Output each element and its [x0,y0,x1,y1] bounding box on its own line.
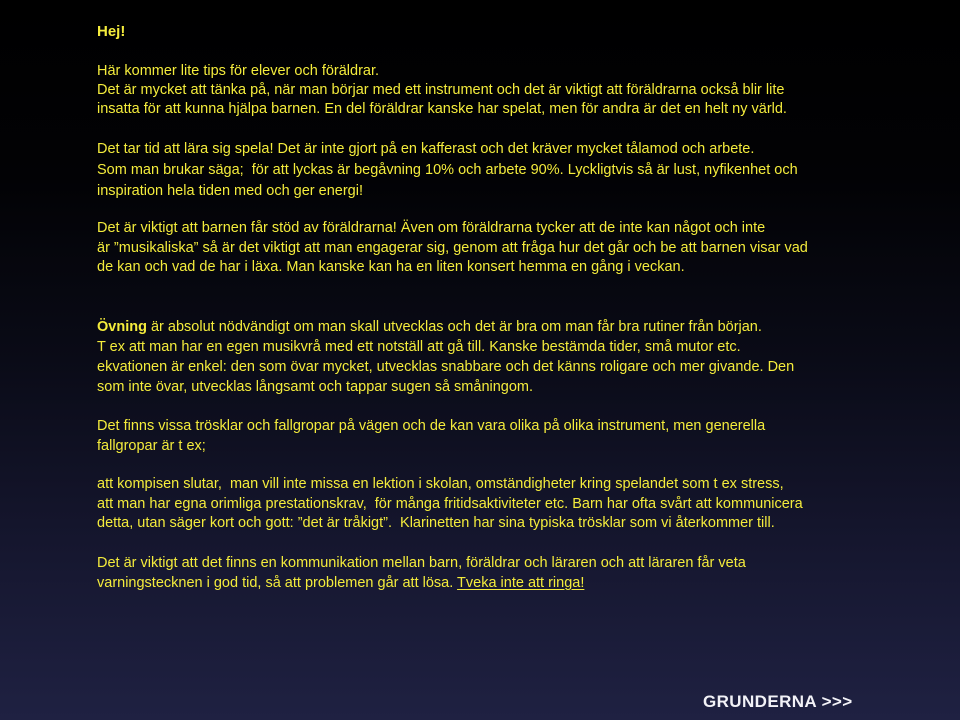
greeting-heading: Hej! [97,23,126,40]
patience-paragraph [97,139,798,202]
intro-paragraph [97,62,787,119]
text-line: ekvationen är enkel: den som övar mycket, utvecklas snabbare och det känns roligare och mer givande. Den [97,359,795,375]
communication-paragraph [97,553,746,593]
text-line: att kompisen slutar, man vill inte missa en lektion i skolan, omständigheter kring spelandet som t ex stress, [97,476,784,492]
text-line: att man har egna orimliga prestationskrav, för många fritidsaktiviteter etc. Barn har ofta svårt att kommunicera [97,495,803,512]
text-line: som inte övar, utvecklas långsamt och tappar sugen så småningom. [97,379,534,395]
call-us-link[interactable]: Tveka inte att ringa! [457,575,585,591]
text-line: Det tar tid att lära sig spela! Det är inte gjort på en kafferast och det kräver mycket tålamod och arbete. [97,141,755,157]
text-line: Här kommer lite tips för elever och föräldrar. [97,63,380,79]
text-line: Det är mycket att tänka på, när man börjar med ett instrument och det är viktigt att föräldrarna också blir lite [97,82,785,98]
text-segment: varningstecknen i god tid, så att problemen går att lösa. [97,575,458,591]
text-line: Det är viktigt att barnen får stöd av föräldrarna! Även om föräldrarna tycker att de inte kan något och inte [97,220,766,236]
next-slide-link[interactable]: GRUNDERNA >>> [703,692,853,711]
text-line: de kan och vad de har i läxa. Man kanske kan ha en liten konsert hemma en gång i veckan. [97,259,685,275]
text-line [97,573,746,593]
text-line: inspiration hela tiden med och ger energi! [97,183,363,199]
text-line: Det är viktigt att det finns en kommunikation mellan barn, föräldrar och läraren och att läraren får veta [97,555,746,571]
pitfall-examples-paragraph [97,475,803,534]
text-line: Det finns vissa trösklar och fallgropar på vägen och de kan vara olika på olika instrument, men generella [97,418,766,434]
text-line: insatta för att kunna hjälpa barnen. En del föräldrar kanske har spelat, men för andra är det en helt ny värld. [97,101,787,117]
pitfalls-paragraph [97,416,765,456]
text-line [97,317,794,337]
text-line: T ex att man har en egen musikvrå med ett notställ att gå till. Kanske bestämda tider, små mutor etc. [97,339,741,355]
emphasis-word: Övning [97,319,147,335]
text-segment: är absolut nödvändigt om man skall utvecklas och det är bra om man får bra rutiner från början. [146,319,762,335]
text-line: detta, utan säger kort och gott: ”det är tråkigt”. Klarinetten har sina typiska trösklar som vi återkommer till. [97,515,775,531]
text-line: fallgropar är t ex; [97,438,206,454]
practice-paragraph [97,317,794,397]
parent-support-paragraph [97,219,808,278]
text-line: är ”musikaliska” så är det viktigt att man engagerar sig, genom att fråga hur det går och be att barnen visar vad [97,239,808,256]
text-line: Som man brukar säga; för att lyckas är begåvning 10% och arbete 90%. Lyckligtvis så är lust, nyfikenhet och [97,162,798,178]
